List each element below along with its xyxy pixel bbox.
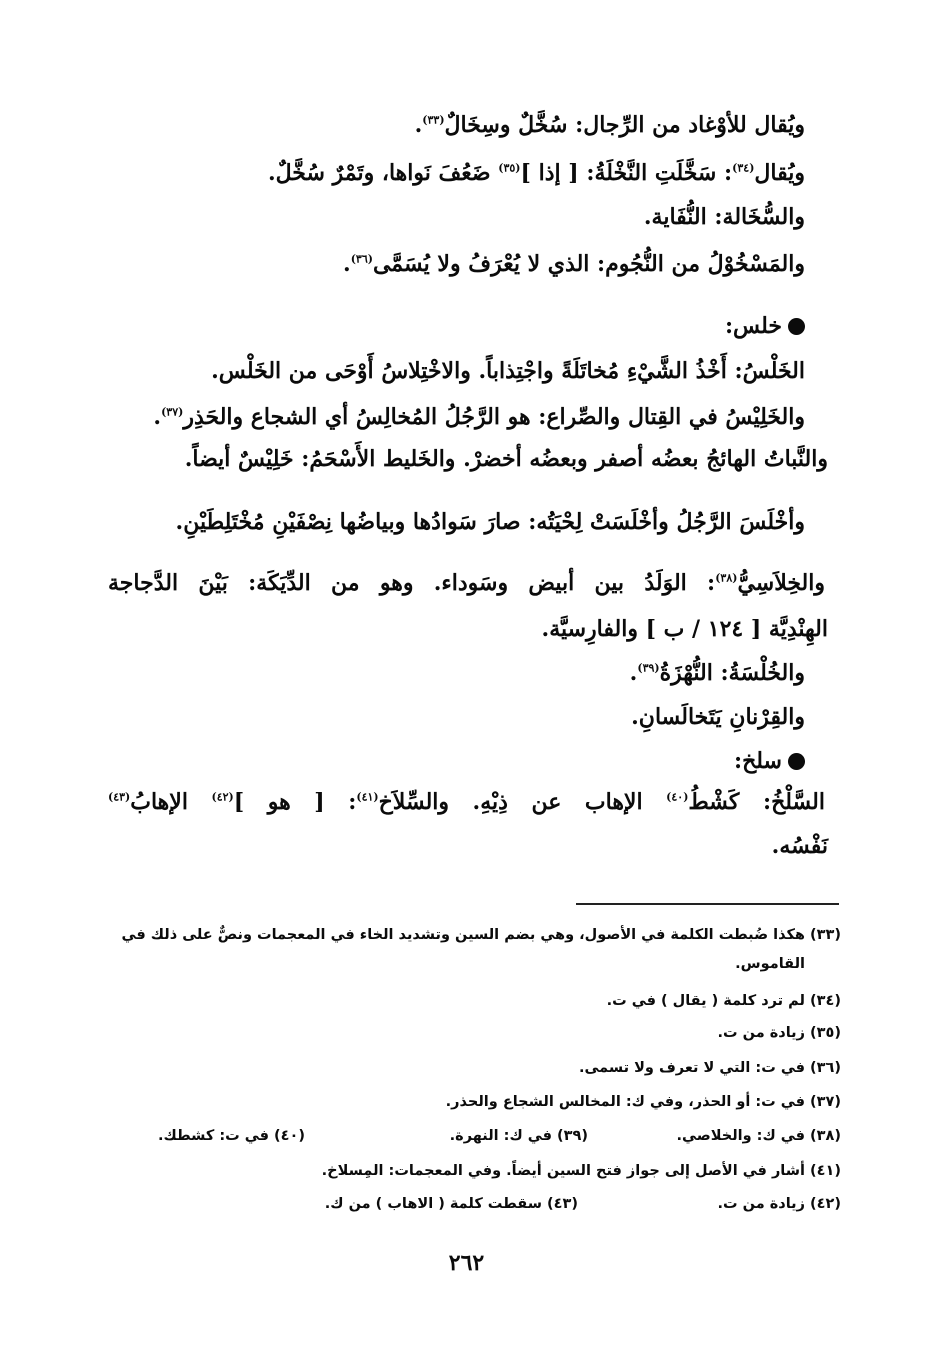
text-line: ويُقال$^{(٣٤)}$: سَخَّلَتِ النَّخْلَةُ: [ إذا ]$^{(٣٥)}$ ضَعُفَ نَواها، وتَمْرٌ سُخَّلٌ. bbox=[267, 160, 805, 186]
text-line: والخُلْسَةُ: النُّهْزَةُ$^{(٣٩)}$. bbox=[629, 660, 805, 686]
text-line: والخِلاَسِيُّ$^{(٣٨)}$: الوَلَدُ بين أبيض وسَوداء. وهو من الدِّيَكَة: بَيْنَ الدَّجاجة bbox=[108, 570, 825, 596]
footnote: (٣٦) في ت: التي لا تعرف ولا تسمى. bbox=[578, 1060, 841, 1076]
section-heading-khls: خلس: bbox=[725, 313, 805, 339]
text-line: ويُقال للأوْغاد من الرِّجال: سُخَّلٌ وسِخَالٌ$^{(٣٣)}$. bbox=[414, 112, 805, 138]
bullet-icon bbox=[788, 753, 805, 770]
footnote: (٤٢) زيادة من ت. bbox=[717, 1196, 841, 1212]
text-line: السَّلْخُ: كَشْطُ$^{(٤٠)}$ الإهاب عن ذِيْهِ. والسِّلاَخ$^{(٤١)}$: [ هو ]$^{(٤٢)}$ الإهابُ$^{(٤٣)}$ bbox=[108, 789, 825, 815]
text-line: والنَّباتُ الهائجُ بعضُه أصفر وبعضُه أخضرْ. والخَليط الأَسْحَمُ: خَلِيْسٌ أيضاً. bbox=[184, 446, 828, 472]
footnote: (٤٠) في ت: كشطك. bbox=[158, 1128, 305, 1144]
footnote: (٣٧) في ت: أو الحذر، وفي ك: المخالس الشجاع والحذر. bbox=[445, 1094, 841, 1110]
footnote: (٤٣) سقطت كلمة ( الاهاب ) من ك. bbox=[324, 1196, 578, 1212]
text-line: والسُّخَالة: النُّفَاية. bbox=[643, 204, 805, 230]
footnote-separator bbox=[576, 903, 839, 905]
text-line: الهِنْدِيَّة [ ١٢٤ / ب ] والفارِسيَّة. bbox=[541, 616, 828, 642]
footnote: (٣٨) في ك: والخلاصي. bbox=[676, 1128, 841, 1144]
text-line: والخَلِيْسُ في القِتال والصِّراع: هو الرَّجُلُ المُخالِسُ أي الشجاع والحَذِر$^{(٣٧)}$. bbox=[153, 404, 805, 430]
text-line: والمَسْخُوْلُ من النُّجُوم: الذي لا يُعْرَفُ ولا يُسَمَّى$^{(٣٦)}$. bbox=[343, 251, 805, 277]
footnote: القاموس. bbox=[735, 956, 805, 972]
bullet-icon bbox=[788, 318, 805, 335]
text-line: الخَلْسُ: أَخْذُ الشَّيْءِ مُخاتَلَةً واجْتِذاباً. والاخْتِلاسُ أَوْحَى من الخَلْس. bbox=[211, 358, 805, 384]
text-line: والقِرْنانِ يَتَخالَسانِ. bbox=[631, 704, 805, 730]
text-line: نَفْسُه. bbox=[771, 833, 828, 859]
footnote: (٤١) أشار في الأصل إلى جواز فتح السين أيضاً. وفي المعجمات: المِسلاخ. bbox=[321, 1163, 841, 1179]
footnote: (٣٩) في ك: النهرة. bbox=[449, 1128, 588, 1144]
footnote: (٣٥) زيادة من ت. bbox=[717, 1025, 841, 1041]
section-heading-slkh: سلخ: bbox=[734, 748, 805, 774]
footnote: (٣٣) هكذا ضُبطت الكلمة في الأصول، وهي بضم السين وتشديد الخاء في المعجمات ونصٌّ على ذلك في bbox=[121, 927, 841, 943]
page-number: ٢٦٢ bbox=[448, 1250, 485, 1276]
text-line: وأخْلَسَ الرَّجُلُ وأخْلَسَتْ لِحْيَتُه: صارَ سَوادُها وبياضُها نِصْفَيْنِ مُخْتَلِطَيْنِ. bbox=[175, 509, 805, 535]
footnote: (٣٤) لم ترد كلمة ( يقال ) في ت. bbox=[606, 993, 841, 1009]
